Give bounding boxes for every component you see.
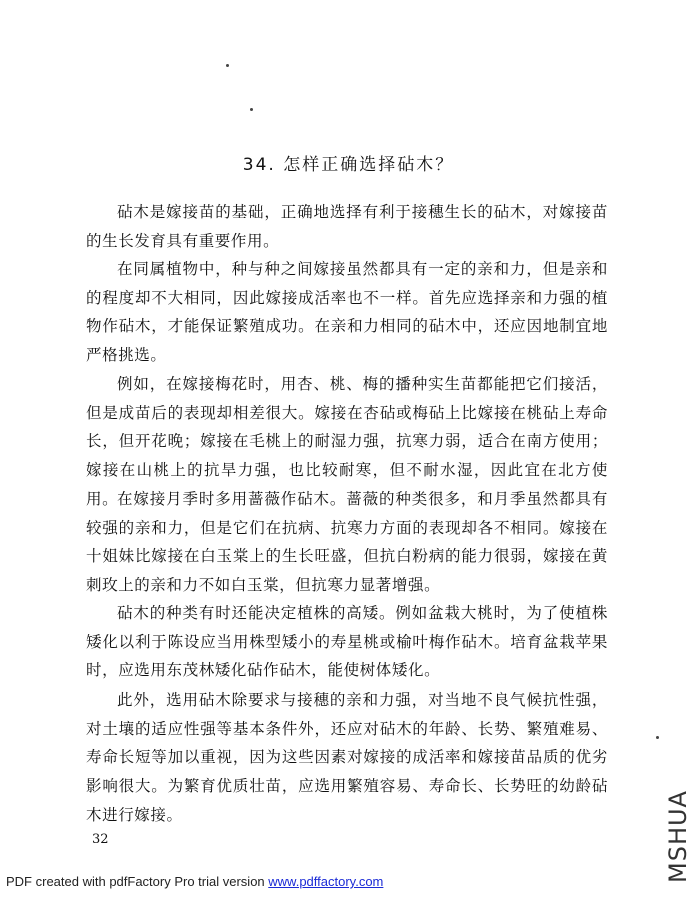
paragraph-4: 在嫁接月季时多用蔷薇作砧木。蔷薇的种类很多，和月季虽然都具有较强的亲和力，但是它们在抗病、抗寒力方面的表现却各不相同。嫁接在十姐妹比嫁接在白玉棠上的生长旺盛，但抗白粉病的能力很弱，嫁接在黄刺玫上的亲和力不如白玉棠，但抗寒力显著增强。 bbox=[86, 490, 608, 595]
watermark-text: MSHUA bbox=[664, 790, 692, 884]
footer-text: PDF created with pdfFactory Pro trial version bbox=[6, 874, 269, 889]
pdf-footer bbox=[6, 874, 383, 889]
section-title: 34. 怎样正确选择砧木？ bbox=[242, 155, 455, 175]
footer-link[interactable]: www.pdffactory.com bbox=[268, 874, 384, 889]
page-number: 32 bbox=[92, 832, 109, 847]
scan-speck bbox=[656, 736, 659, 739]
paragraph-6: 此外，选用砧木除要求与接穗的亲和力强，对当地不良气候抗性强，对土壤的适应性强等基本条件外，还应对砧木的年龄、长势、繁殖难易、寿命长短等加以重视，因为这些因素对嫁接的成活率和嫁接苗品质的优劣影响很大。为繁育优质壮苗，应选用繁殖容易、寿命长、长势旺的幼龄砧木进行嫁接。 bbox=[86, 691, 608, 824]
paragraph-3: 例如，在嫁接梅花时，用杏、桃、梅的播种实生苗都能把它们接活，但是成苗后的表现却相差很大。嫁接在杏砧或梅砧上比嫁接在桃砧上寿命长，但开花晚；嫁接在毛桃上的耐湿力强，抗寒力弱，适合在南方使用；嫁接在山桃上的抗旱力强，也比较耐寒，但不耐水湿，因此宜在北方使用。 bbox=[86, 375, 608, 508]
scan-speck bbox=[250, 108, 253, 111]
paragraph-1: 砧木是嫁接苗的基础，正确地选择有利于接穗生长的砧木，对嫁接苗的生长发育具有重要作用。 bbox=[86, 203, 608, 250]
paragraph-5: 砧木的种类有时还能决定植株的高矮。例如盆栽大桃时，为了使植株矮化以利于陈设应当用株型矮小的寿星桃或榆叶梅作砧木。培育盆栽苹果时，应选用东茂林矮化砧作砧木，能使树体矮化。 bbox=[86, 604, 608, 680]
scan-speck bbox=[226, 64, 229, 67]
paragraph-2: 在同属植物中，种与种之间嫁接虽然都具有一定的亲和力，但是亲和的程度却不大相同，因此嫁接成活率也不一样。首先应选择亲和力强的植物作砧木，才能保证繁殖成功。在亲和力相同的砧木中，还应因地制宜地严格挑选。 bbox=[86, 260, 608, 365]
